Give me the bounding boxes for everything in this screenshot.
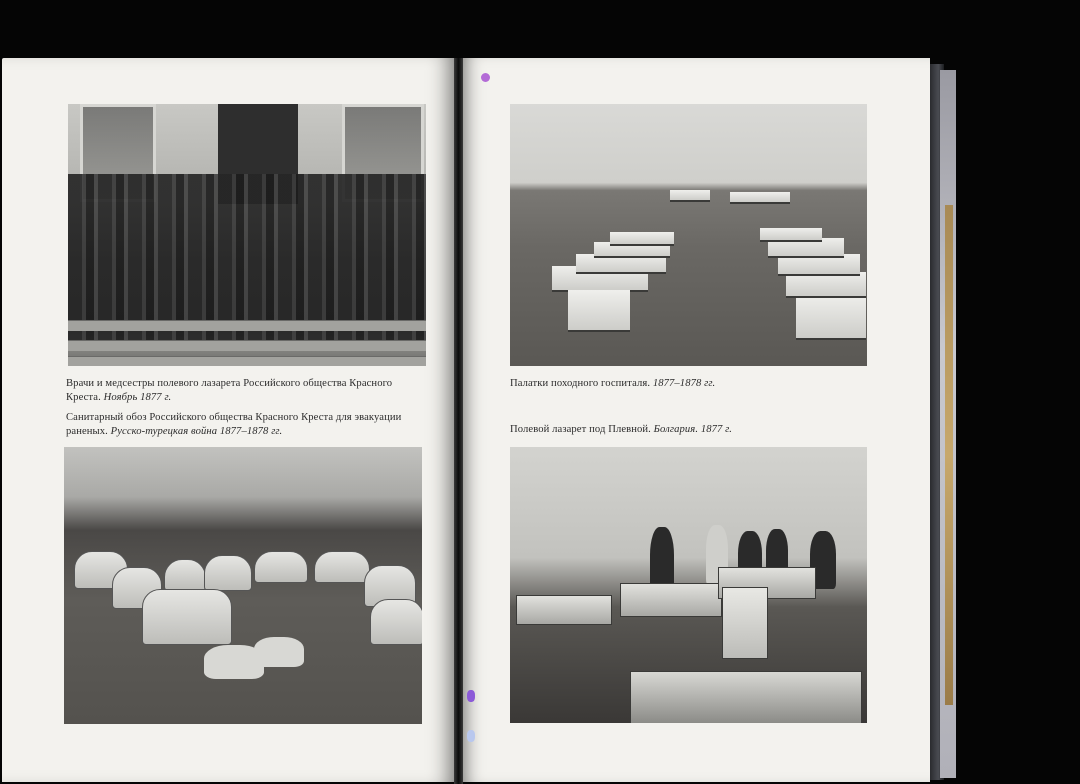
photo-chair xyxy=(722,587,768,659)
photo-wagon xyxy=(254,551,308,583)
scan-marker-dot xyxy=(467,690,475,702)
photo-field-hospital-ward xyxy=(510,447,867,723)
photo-tent xyxy=(610,232,674,246)
photo-wagon-front xyxy=(370,599,422,645)
photo-distant-building xyxy=(730,192,790,204)
photo-hospital-tents xyxy=(510,104,867,366)
spine-gold-band xyxy=(945,205,953,705)
photo-stair-step xyxy=(68,340,426,351)
book-gutter xyxy=(454,58,463,784)
caption-text: Врачи и медсестры полевого лазарета Российского общества Красного Креста. xyxy=(66,378,393,403)
photo-wagon xyxy=(164,559,206,591)
caption-field-hospital xyxy=(510,423,870,437)
photo-bed xyxy=(620,583,722,617)
caption-text: Палатки походного госпиталя. xyxy=(510,378,653,389)
caption-sanitary-convoy xyxy=(66,411,428,439)
caption-doctors-and-nurses xyxy=(66,377,428,405)
photo-tent xyxy=(568,290,630,332)
photo-distant-building xyxy=(670,190,710,202)
photo-bed xyxy=(516,595,612,625)
caption-date: Ноябрь 1877 г. xyxy=(103,392,172,403)
caption-date: 1877–1878 гг. xyxy=(652,378,716,389)
scan-marker-dot xyxy=(467,730,475,742)
photo-group-of-nurses xyxy=(68,174,426,344)
photo-wagon xyxy=(314,551,370,583)
photo-stair-step xyxy=(68,320,426,331)
caption-hospital-tents xyxy=(510,377,870,391)
photo-tent xyxy=(796,294,866,340)
photo-doctors-and-nurses xyxy=(68,104,426,366)
photo-tent xyxy=(760,228,822,242)
photo-wagon xyxy=(204,555,252,591)
photo-wagon-front xyxy=(142,589,232,645)
scan-marker-dot xyxy=(481,73,490,82)
photo-horse xyxy=(254,637,304,667)
photo-sanitary-convoy xyxy=(64,447,422,724)
caption-date: Русско-турецкая война 1877–1878 гг. xyxy=(110,426,283,437)
caption-text: Полевой лазарет под Плевной. xyxy=(510,424,654,435)
photo-stair-step xyxy=(68,356,426,366)
caption-date: Болгария. 1877 г. xyxy=(653,424,732,435)
photo-bed-foreground xyxy=(630,671,862,723)
caption-text: Санитарный обоз Российского общества Красного Креста для эвакуации раненых. xyxy=(66,412,402,437)
